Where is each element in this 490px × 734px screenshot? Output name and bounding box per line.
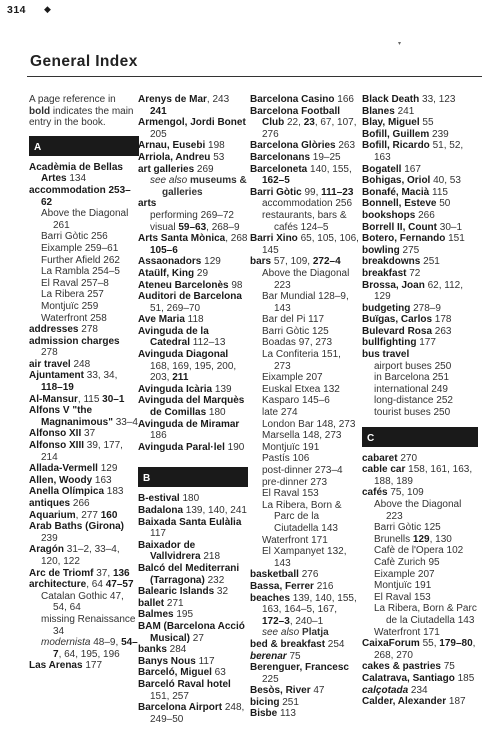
index-subentry: Above the Diagonal 223	[374, 499, 462, 522]
index-subentry: Waterfront 171	[262, 534, 328, 546]
index-subentry: Further Afield 262	[41, 254, 120, 266]
index-subentry: missing Renaissance 34	[41, 613, 136, 637]
index-subentry: Kasparo 145–6	[262, 395, 330, 407]
index-entry: breakdowns 251	[362, 256, 440, 268]
index-subentry: La Ribera 257	[41, 289, 104, 301]
index-entry: Berenguer, Francesc 225	[250, 662, 349, 685]
index-subentry: London Bar 148, 273	[262, 418, 356, 430]
index-entry: Baixada Santa Eulàlia 117	[138, 516, 242, 540]
index-subentry: Boadas 97, 273	[262, 337, 333, 349]
index-subentry: Eixample 207	[262, 372, 323, 384]
index-entry: banks 284	[138, 644, 187, 656]
index-entry: Aquarium, 277 160	[29, 509, 118, 521]
index-subentry: Pastís 106	[262, 453, 310, 465]
index-subentry: Barri Gòtic 256	[41, 231, 108, 243]
index-entry: cakes & pastries 75	[362, 661, 455, 673]
entries-c	[362, 453, 478, 708]
index-entry: Besòs, River 47	[250, 685, 325, 697]
index-subentry: Marsella 148, 273	[262, 430, 342, 442]
index-entry: Balcó del Mediterrani (Tarragona) 232	[138, 562, 240, 586]
index-subentry: Brunells 129, 130	[374, 533, 452, 545]
entries-a-continued	[138, 94, 248, 453]
entries-b-end	[362, 94, 478, 419]
page-number: 314	[7, 4, 27, 16]
index-entry: Alfons V "the Magnanimous" 33–4	[29, 405, 138, 428]
index-entry: air travel 248	[29, 358, 91, 370]
index-subentry: modernista 48–9, 54–7, 64, 195, 196	[41, 637, 138, 660]
index-entry: art galleries 269	[138, 163, 214, 175]
title-rule	[27, 76, 482, 77]
index-entry: basketball 276	[250, 569, 319, 581]
entries-b-continued	[250, 94, 360, 720]
diamond-icon: ◆	[44, 4, 51, 14]
index-entry: admission charges 278	[29, 335, 120, 359]
index-entry: Barcelona Casino 166	[250, 94, 354, 105]
index-entry: ballet 271	[138, 597, 184, 609]
index-entry: Avinguda de Miramar 186	[138, 418, 240, 442]
index-subentry: Waterfront 171	[374, 626, 440, 638]
index-entry: Bonafé, Macià 115	[362, 186, 448, 198]
index-entry: antiques 266	[29, 498, 90, 509]
index-column-2	[138, 94, 248, 725]
index-entry: Arc de Triomf 37, 136	[29, 567, 130, 579]
index-subentry: El Raval 153	[262, 488, 319, 500]
index-entry: bowling 275	[362, 244, 420, 256]
index-subentry: long-distance 252	[374, 395, 453, 407]
index-entry: Barcelona Glòries 263	[250, 140, 356, 152]
index-subentry: accommodation 256	[262, 198, 353, 210]
index-entry: Calder, Alexander 187	[362, 696, 466, 708]
section-heading-b: B	[138, 467, 248, 487]
index-entry: Avinguda de la Catedral 112–13	[138, 325, 226, 349]
index-entry: CaixaForum 55, 179–80, 268, 270	[362, 638, 476, 661]
index-entry: Bogatell 167	[362, 163, 421, 175]
entries-a	[29, 162, 139, 672]
index-subentry: Above the Diagonal 223	[262, 267, 350, 291]
index-entry: Buïgas, Carlos 178	[362, 314, 452, 326]
index-entry: Bassa, Ferrer 216	[250, 580, 334, 592]
index-entry: Arnau, Eusebi 198	[138, 140, 225, 152]
index-entry: Borrell II, Count 30–1	[362, 221, 463, 233]
index-subentry: Euskal Etxea 132	[262, 383, 340, 395]
index-entry: bicing 251	[250, 696, 299, 708]
index-entry: Black Death 33, 123	[362, 94, 456, 105]
index-entry: cafés 75, 109	[362, 487, 424, 499]
index-entry: Bohigas, Oriol 40, 53	[362, 175, 461, 187]
index-column-3	[250, 94, 360, 720]
index-subentry: Barri Gòtic 125	[374, 522, 441, 534]
index-entry: Bisbe 113	[250, 708, 296, 720]
index-entry: Banys Nous 117	[138, 655, 215, 667]
index-entry: accommodation 253–62	[29, 184, 131, 208]
index-subentry: tourist buses 250	[374, 407, 451, 419]
index-entry: Alfonso XIII 39, 177, 214	[29, 440, 123, 463]
entries-b	[138, 493, 248, 725]
index-entry: Calatrava, Santiago 185	[362, 672, 475, 684]
index-entry: Allen, Woody 163	[29, 474, 112, 486]
index-subentry: El Raval 257–8	[41, 277, 109, 289]
index-entry: B-estival 180	[138, 493, 200, 505]
index-entry: Bofill, Guillem 239	[362, 128, 449, 140]
index-entry: Avinguda Diagonal 168, 169, 195, 200, 203, 211	[138, 349, 237, 384]
index-subentry: see also museums & galleries	[150, 175, 247, 198]
index-entry: Blay, Miguel 55	[362, 117, 434, 129]
index-entry: Badalona 139, 140, 241	[138, 505, 247, 516]
index-entry: Acadèmia de Bellas Artes 134	[29, 161, 123, 185]
index-entry: Ajuntament 33, 34, 118–19	[29, 370, 118, 394]
index-entry: cable car 158, 161, 163, 188, 189	[362, 464, 473, 487]
index-entry: Ateneu Barcelonès 98	[138, 279, 243, 291]
index-entry: budgeting 278–9	[362, 302, 441, 314]
index-entry: Arab Baths (Girona) 239	[29, 521, 125, 544]
index-entry: architecture, 64 47–57	[29, 579, 134, 591]
index-subentry: Cafè Zurich 95	[374, 556, 440, 568]
index-entry: Las Arenas 177	[29, 660, 103, 672]
index-subentry: El Xampanyet 132, 143	[262, 546, 347, 569]
index-subentry: international 249	[374, 383, 448, 395]
index-subentry: Eixample 207	[374, 568, 435, 580]
index-entry: Aragón 31–2, 33–4, 120, 122	[29, 544, 120, 567]
index-entry: Barri Gòtic 99, 111–23	[250, 186, 354, 198]
index-entry: bookshops 266	[362, 209, 435, 221]
index-subentry: Above the Diagonal 261	[41, 208, 129, 231]
index-entry: Blanes 241	[362, 105, 415, 117]
index-entry: Bofill, Ricardo 51, 52, 163	[362, 140, 464, 163]
index-entry: cabaret 270	[362, 452, 418, 464]
intro-note: A page reference in bold indicates the main entry in the book.	[29, 94, 134, 129]
section-heading-a: A	[29, 136, 139, 156]
index-entry: bus travel	[362, 349, 410, 361]
index-entry: Avinguda Icària 139	[138, 383, 232, 395]
index-entry: Barceló, Miguel 63	[138, 667, 226, 679]
index-subentry: pre-dinner 273	[262, 476, 328, 488]
index-entry: Arenys de Mar, 243 241	[138, 94, 230, 117]
index-entry: berenar 75	[250, 650, 301, 662]
index-entry: Armengol, Jordi Bonet 205	[138, 117, 246, 140]
index-entry: Arriola, Andreu 53	[138, 151, 225, 163]
index-entry: Barcelona Airport 248, 249–50	[138, 702, 245, 725]
index-subentry: Bar Mundial 128–9, 143	[262, 291, 349, 314]
index-entry: Bulevard Rosa 263	[362, 325, 452, 337]
index-subentry: performing 269–72	[150, 209, 234, 221]
index-subentry: see also Platja	[262, 627, 329, 639]
index-entry: Assaonadors 129	[138, 256, 221, 268]
index-entry: beaches 139, 140, 155, 163, 164–5, 167, 172–3, 240–1	[250, 592, 357, 627]
index-subentry: late 274	[262, 407, 298, 419]
index-entry: Bonnell, Esteve 50	[362, 198, 451, 210]
index-entry: bed & breakfast 254	[250, 638, 345, 650]
index-entry: breakfast 72	[362, 267, 421, 279]
index-entry: bullfighting 177	[362, 337, 436, 349]
section-heading-c: C	[362, 427, 478, 447]
index-subentry: La Confiteria 151, 273	[262, 349, 341, 372]
index-column-4	[362, 94, 478, 708]
index-subentry: La Rambla 254–5	[41, 266, 120, 278]
index-entry: Barceloneta 140, 155, 162–5	[250, 163, 352, 187]
index-entry: Avinguda Paral·lel 190	[138, 441, 245, 453]
index-subentry: Waterfront 258	[41, 312, 107, 324]
index-entry: Barceló Raval hotel 151, 257	[138, 678, 231, 702]
index-subentry: Montjuïc 191	[262, 441, 320, 453]
index-entry: Allada-Vermell 129	[29, 463, 118, 475]
index-entry: arts	[138, 198, 157, 210]
index-entry: Al-Mansur, 115 30–1	[29, 393, 125, 405]
index-subentry: visual 59–63, 268–9	[150, 221, 240, 233]
index-entry: Brossa, Joan 62, 112, 129	[362, 279, 463, 303]
index-entry: Alfonso XII 37	[29, 428, 96, 440]
index-entry: Ave Maria 118	[138, 314, 204, 326]
index-entry: Barcelona Football Club 22, 23, 67, 107, 276	[250, 105, 357, 140]
page-title: General Index	[30, 53, 138, 70]
page-header	[0, 0, 490, 28]
index-entry: Anella Olímpica 183	[29, 486, 124, 498]
index-entry: calçotada 234	[362, 684, 428, 696]
index-subentry: in Barcelona 251	[374, 372, 450, 384]
index-subentry: La Ribera, Born & Parc de la Ciutadella 143	[262, 499, 342, 534]
index-entry: Balearic Islands 32	[138, 586, 229, 598]
index-subentry: El Raval 153	[374, 591, 431, 603]
index-subentry: Catalan Gothic 47, 54, 64	[41, 590, 124, 614]
index-entry: Arts Santa Mònica, 268 105–6	[138, 233, 248, 256]
index-subentry: airport buses 250	[374, 360, 452, 372]
index-entry: Balmes 195	[138, 609, 194, 621]
index-entry: Auditori de Barcelona 51, 269–70	[138, 291, 242, 314]
dot-mark: ▾	[398, 41, 402, 47]
index-entry: BAM (Barcelona Acció Musical) 27	[138, 620, 245, 644]
index-subentry: Bar del Pi 117	[262, 314, 325, 326]
index-subentry: post-dinner 273–4	[262, 465, 343, 476]
index-entry: Baixador de Vallvidrera 218	[138, 539, 221, 563]
index-entry: Avinguda del Marquès de Comillas 180	[138, 395, 245, 419]
index-entry: Barcelonans 19–25	[250, 151, 341, 163]
index-subentry: Cafè de l'Opera 102	[374, 545, 464, 557]
index-entry: Barri Xino 65, 105, 106, 145	[250, 233, 359, 256]
index-entry: addresses 278	[29, 324, 98, 336]
index-subentry: Eixample 259–61	[41, 242, 119, 254]
index-entry: Ataülf, King 29	[138, 267, 209, 279]
index-subentry: restaurants, bars & cafés 124–5	[262, 209, 347, 233]
index-subentry: Montjuïc 259	[41, 300, 99, 312]
index-subentry: Barri Gòtic 125	[262, 325, 329, 337]
index-column-1	[29, 94, 139, 672]
index-entry: Botero, Fernando 151	[362, 233, 465, 245]
index-subentry: La Ribera, Born & Parc de la Ciutadella 143	[374, 603, 477, 626]
index-subentry: Montjuïc 191	[374, 580, 432, 592]
index-entry: bars 57, 109, 272–4	[250, 256, 341, 268]
